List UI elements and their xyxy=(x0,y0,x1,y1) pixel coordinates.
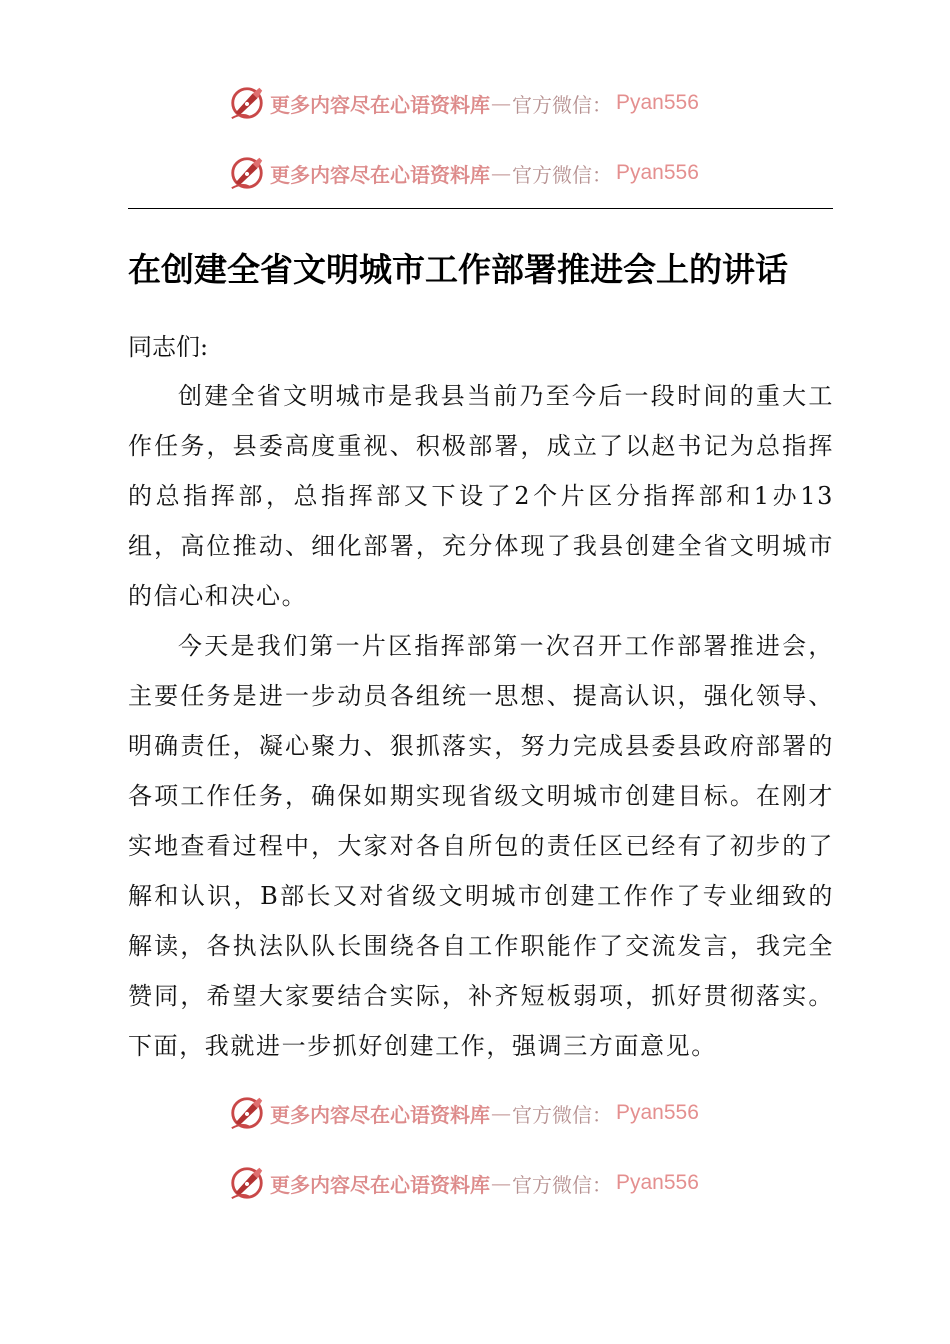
watermark-separator: — xyxy=(491,91,511,115)
watermark-banner xyxy=(228,153,699,193)
watermark-wechat-id: Pyan556 xyxy=(616,1171,699,1194)
watermark-text: 更多内容尽在心语资料库 xyxy=(270,1172,490,1197)
watermark-label: 官方微信： xyxy=(512,92,612,117)
salutation: 同志们: xyxy=(128,333,209,361)
document-body xyxy=(128,371,834,1071)
watermark-separator: — xyxy=(491,1101,511,1125)
header-divider xyxy=(128,208,833,209)
paragraph: 创建全省文明城市是我县当前乃至今后一段时间的重大工作任务，县委高度重视、积极部署，成立了以赵书记为总指挥的总指挥部，总指挥部又下设了2个片区分指挥部和1办13组，高位推动、细化部署，充分体现了我县创建全省文明城市的信心和决心。 xyxy=(128,382,834,610)
watermark-wechat-id: Pyan556 xyxy=(616,1101,699,1124)
watermark-banner xyxy=(228,83,699,123)
pen-nib-logo-icon xyxy=(228,84,266,122)
pen-nib-logo-icon xyxy=(228,154,266,192)
watermark-separator: — xyxy=(491,1171,511,1195)
watermark-text: 更多内容尽在心语资料库 xyxy=(270,162,490,187)
watermark-separator: — xyxy=(491,161,511,185)
paragraph: 今天是我们第一片区指挥部第一次召开工作部署推进会，主要任务是进一步动员各组统一思想、提高认识，强化领导、明确责任，凝心聚力、狠抓落实，努力完成县委县政府部署的各项工作任务，确保如期实现省级文明城市创建目标。在刚才实地查看过程中，大家对各自所包的责任区已经有了初步的了解和认识，B部长又对省级文明城市创建工作作了专业细致的解读，各执法队队长围绕各自工作职能作了交流发言，我完全赞同，希望大家要结合实际，补齐短板弱项，抓好贯彻落实。下面，我就进一步抓好创建工作，强调三方面意见。 xyxy=(128,632,834,1060)
watermark-text: 更多内容尽在心语资料库 xyxy=(270,1102,490,1127)
watermark-label: 官方微信： xyxy=(512,1102,612,1127)
watermark-label: 官方微信： xyxy=(512,162,612,187)
pen-nib-logo-icon xyxy=(228,1094,266,1132)
watermark-label: 官方微信： xyxy=(512,1172,612,1197)
document-title: 在创建全省文明城市工作部署推进会上的讲话 xyxy=(128,250,788,289)
watermark-wechat-id: Pyan556 xyxy=(616,161,699,184)
watermark-wechat-id: Pyan556 xyxy=(616,91,699,114)
watermark-banner xyxy=(228,1163,699,1203)
pen-nib-logo-icon xyxy=(228,1164,266,1202)
watermark-banner xyxy=(228,1093,699,1133)
watermark-text: 更多内容尽在心语资料库 xyxy=(270,92,490,117)
